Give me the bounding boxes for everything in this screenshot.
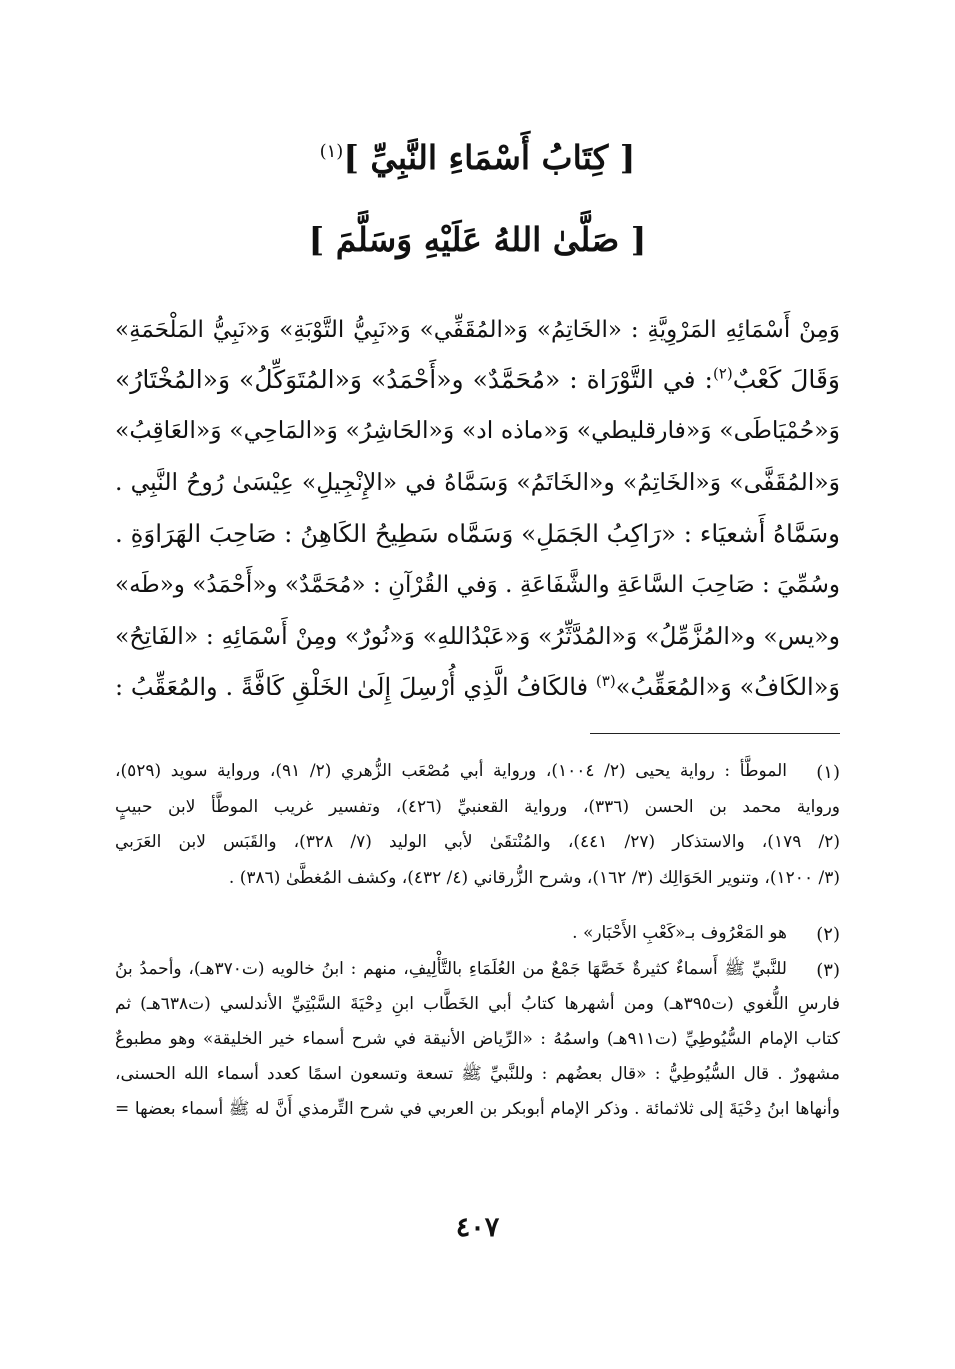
text-segment: وَ«الكَافُ» وَ«المُعَقِّبُ» <box>615 673 841 701</box>
footnote-number: (٢) <box>816 924 840 945</box>
text-line <box>115 361 840 405</box>
footnote-line: الموطَّأ : رواية يحيى (٢/ ١٠٠٤)، ورواية أبي مُصْعَب الزُّهري (٢/ ٩١)، ورواية سويد (٥٢٩)، <box>115 761 787 781</box>
text-line: وَ«حُمْيَاطَى» وَ«فارقليطي» وَ«ماذه اد» وَ«الحَاشِرُ» وَ«المَاحِي» وَ«العَاقِبُ» <box>115 416 840 444</box>
footnote-line: كتاب الإمام السُّيُوطِيِّ (ت٩١١هـ) واسمُهُ : «الرِّياض الأنيقة في شرح أسماء خير الخليقة» وهو مطبوعٌ <box>115 1029 840 1049</box>
footnote-line: للنَّبيِّ ﷺ أَسماءٌ كثيرةٌ خَصَّهَا جَمْعٌ من العُلَمَاءِ بالتَّأْلِيفِ، منهم : ابنُ خالويه (ت٣٧٠هـ)، وأحمدُ بنُ <box>115 959 787 979</box>
footnote-line: (٣/ ١٢٠٠)، وتنوير الحَوَالِك (٣/ ١٦٢)، وشرح الزُّرقاني (٤/ ٤٣٢)، وكشف المُغطَّىٰ (٣٨٦) . <box>228 868 840 888</box>
chapter-title-text: [ كِتَابُ أَسْمَاءِ النَّبِيِّ ] <box>343 138 636 177</box>
footnote-line: وأنهاها ابنُ دِحْيَةَ إلى ثلاثمائة . وذكر الإمام أبوبكر بن العربي في شرح التِّرمذي أَنَّ له ﷺ أسماء بعضها = <box>115 1099 840 1119</box>
text-line <box>115 668 840 712</box>
footnote-line: (٢/ ١٧٩)، والاستذكار (٢٧/ ٤٤١)، والمُنْتقَىٰ لأبي الوليد (٧/ ٣٢٨)، والقَبَس لابن العَرَبي <box>115 832 840 852</box>
chapter-title <box>150 133 805 183</box>
footnote-line: مشهورٌ . قال السُّيُوطِيُّ : «قال بعضُهم : وللنَّبيِّ ﷺ تسعة وتسعون اسمًا كعدد أسماء الله الحسنى، <box>115 1064 840 1084</box>
footnote-ref-1: (١) <box>319 141 344 162</box>
text-line: وسُمِّيَ : صَاحِبَ السَّاعَةِ والشَّفَاعَةِ . وَفي القُرْآنِ : «مُحَمَّدٌ» و«أَحْمَدُ» و«طَه» <box>115 572 840 598</box>
footnote-ref-2: (٢) <box>712 364 733 383</box>
footnote-number: (١) <box>816 762 840 783</box>
text-line: وَ«المُقَفَّى» وَ«الخَاتِمُ» و«الخَاتَمُ» وَسَمَّاهُ في «الإِنْجِيلِ» عِيْسَىٰ رُوحُ النَّبِي . <box>115 468 840 496</box>
text-segment: فالكَافُ الَّذِي أُرْسِلَ إِلَىٰ الخَلْقِ كَافَّةً . والمُعَقِّبُ : <box>115 673 596 701</box>
page-number: ٤٠٧ <box>455 1212 500 1243</box>
text-segment: : في التَّوْرَاة : «مُحَمَّدٌ» و«أَحْمَدُ» وَ«المُتَوَكِّلُ» وَ«المُخْتَارُ» <box>115 365 713 394</box>
text-line: و«يس» و«المُزَّمِّلُ» وَ«المُدَّثِّرُ» وَ«عَبْدُاللهِ» وَ«نُورٌ» ومِنْ أَسْمَائِهِ : «الفَاتِحُ» <box>115 622 840 650</box>
text-line: وَمِنْ أَسْمَائِهِ المَرْوِيَّةِ : «الخَاتِمُ» وَ«المُقَفِّي» وَ«نَبِيُّ التَّوْبَةِ» وَ«نَبِيُّ المَلْحَمَةِ» <box>115 317 840 343</box>
footnote-line: فارسِ اللُّغوي (ت٣٩٥هـ) ومن أشهرها كتابُ أبي الخَطَّاب ابنِ دِحْيَةَ السَّبْتِيِّ الأندلسي (ت٦٣٨هـ) ثم <box>115 994 840 1014</box>
text-line: وسَمَّاهُ أَشعيَاء : «رَاكِبُ الجَمَلِ» وَسَمَّاه سَطِيحُ الكَاهِنُ : صَاحِبَ الهَرَاوَةِ . <box>115 519 840 548</box>
footnote-number: (٣) <box>816 960 840 981</box>
chapter-subtitle: [ صَلَّىٰ اللهُ عَلَيْهِ وَسَلَّمَ ] <box>308 220 647 259</box>
footnote-ref-3: (٣) <box>595 672 616 690</box>
footnote-line: ورواية محمد بن الحسن (٣٣٦)، ورواية القعنبيِّ (٤٢٦)، وتفسير غريب الموطَّأ لابن حبيبٍ <box>115 797 840 817</box>
text-segment: وَقَالَ كَعْبٌ <box>732 365 841 394</box>
footnote-separator <box>590 733 840 734</box>
footnote-line: هو المَعْرُوف بـ«كَعْبِ الأَحْبَار» . <box>572 923 787 943</box>
